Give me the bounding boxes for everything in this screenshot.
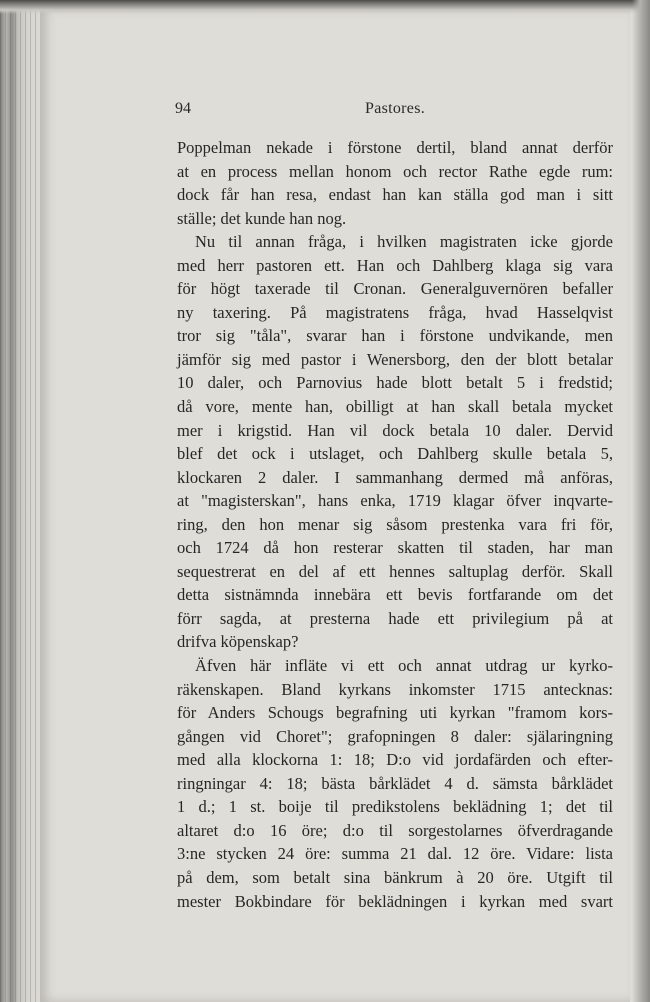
- running-header: [175, 100, 613, 122]
- running-title: Pastores.: [365, 100, 426, 117]
- text-line: blef det ock i utslaget, och Dahlberg skulle betala 5,: [177, 444, 613, 464]
- text-line: altaret d:o 16 öre; d:o til sorgestolarnes öfverdragande: [177, 820, 613, 840]
- text-line: at en process mellan honom och rector Rathe egde rum:: [177, 161, 613, 181]
- text-line: för högt taxerade til Cronan. Generalguvernören befaller: [177, 279, 613, 299]
- text-line: förr sagda, at presterna hade ett privilegium på at: [177, 608, 613, 628]
- book-spine: [0, 0, 36, 1002]
- text-line: med alla klockorna 1: 18; D:o vid jordafärden och efter-: [177, 750, 613, 770]
- text-line: dock får han resa, endast han kan ställa god man i sitt: [177, 185, 613, 205]
- text-line: mester Bokbindare för beklädningen i kyrkan med svart: [177, 891, 613, 911]
- text-line: ny taxering. På magistratens fråga, hvad Hasselqvist: [177, 302, 613, 322]
- page-number: 94: [175, 100, 191, 117]
- text-line: klockaren 2 daler. I sammanhang dermed må anföras,: [177, 467, 613, 487]
- text-line: Äfven här infläte vi ett och annat utdrag ur kyrko-: [195, 656, 613, 676]
- text-line: Poppelman nekade i förstone dertil, bland annat derför: [177, 138, 613, 157]
- text-line: at "magisterskan", hans enka, 1719 klagar öfver inqvarte-: [177, 491, 613, 511]
- page-top-edge: [0, 0, 650, 14]
- text-line: 10 daler, och Parnovius hade blott betalt 5 i fredstid;: [177, 373, 613, 393]
- text-line: ringningar 4: 18; bästa bårklädet 4 d. sämsta bårklädet: [177, 773, 613, 793]
- text-line: detta sistnämnda innebära ett bevis fortfarande om det: [177, 585, 613, 605]
- body-text: [177, 136, 613, 913]
- text-line: tror sig "tåla", svarar han i förstone undvikande, men: [177, 326, 613, 346]
- text-line: sequestrerat en del af ett hennes saltuplag derför. Skall: [177, 561, 613, 581]
- text-line: räkenskapen. Bland kyrkans inkomster 1715 antecknas:: [177, 679, 613, 699]
- text-line: mer i krigstid. Han vil dock betala 10 daler. Dervid: [177, 420, 613, 440]
- text-line: Nu til annan fråga, i hvilken magistraten icke gjorde: [195, 232, 613, 252]
- text-line: och 1724 då hon resterar skatten til staden, har man: [177, 538, 613, 558]
- text-line: ring, den hon menar sig såsom prestenka vara fri för,: [177, 514, 613, 534]
- page-right-edge: [632, 0, 650, 1002]
- text-line: på dem, som betalt sina bänkrum à 20 öre. Utgift til: [177, 867, 613, 887]
- text-line: då vore, mente han, obilligt at han skall betala mycket: [177, 397, 613, 417]
- text-line: ställe; det kunde han nog.: [177, 208, 347, 228]
- text-line: 1 d.; 1 st. boije til predikstolens beklädning 1; det til: [177, 797, 613, 817]
- text-line: drifva köpenskap?: [177, 632, 299, 652]
- text-line: gången vid Choret"; grafopningen 8 daler: själaringning: [177, 726, 613, 746]
- text-line: jämför sig med pastor i Wenersborg, den der blott betalar: [177, 349, 613, 369]
- text-line: 3:ne stycken 24 öre: summa 21 dal. 12 öre. Vidare: lista: [177, 844, 613, 864]
- text-line: med herr pastoren ett. Han och Dahlberg klaga sig vara: [177, 255, 613, 275]
- text-line: för Anders Schougs begrafning uti kyrkan "framom kors-: [177, 703, 613, 723]
